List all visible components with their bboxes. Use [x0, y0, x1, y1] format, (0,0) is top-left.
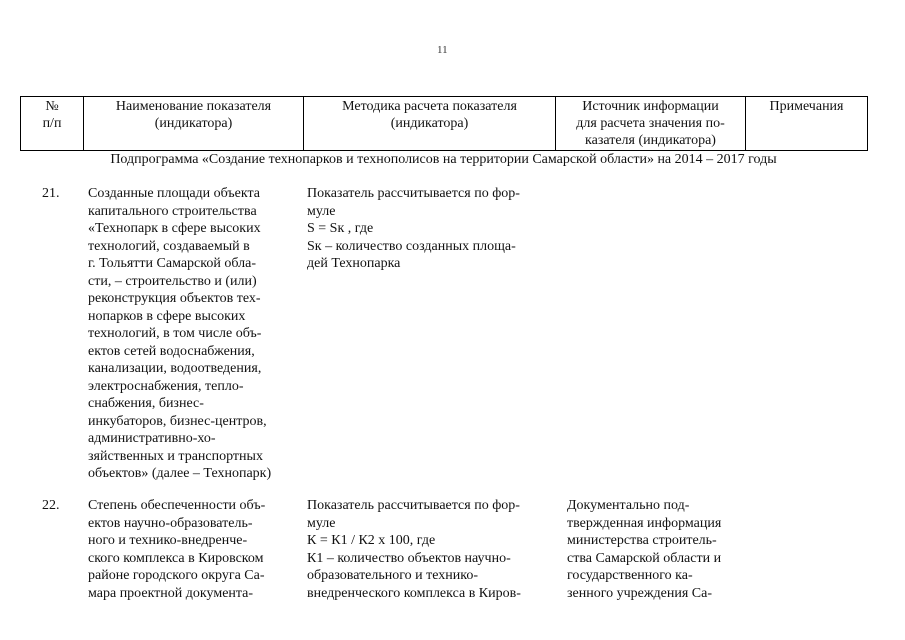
header-cell-number	[21, 97, 84, 151]
text-line: сти, – строительство и (или)	[88, 273, 257, 289]
header-row	[21, 97, 868, 151]
header-text: №	[45, 99, 59, 114]
row-number: 22.	[42, 498, 60, 513]
header-text: Методика расчета показателя	[342, 99, 517, 114]
text-line: объектов» (далее – Технопарк)	[88, 466, 272, 481]
indicator-name	[88, 497, 308, 602]
text-line: нопарков в сфере высоких	[88, 308, 246, 324]
text-line: ектов сетей водоснабжения,	[88, 343, 255, 359]
text-line: К = К1 / К2 х 100, где	[307, 533, 436, 548]
text-line: Показатель рассчитывается по фор-	[307, 498, 520, 513]
header-text: Наименование показателя	[115, 99, 272, 114]
text-line: капитального строительства	[88, 203, 257, 219]
header-text: Примечания	[769, 99, 844, 114]
text-line: муле	[307, 515, 336, 531]
header-cell-method	[304, 97, 556, 151]
text-line: зяйственных и транспортных	[88, 448, 263, 464]
row-number: 21.	[42, 186, 60, 201]
text-line: зенного учреждения Са-	[567, 585, 713, 601]
header-text: п/п	[42, 116, 62, 131]
calculation-method	[307, 497, 557, 602]
header-cell-notes	[746, 97, 868, 151]
text-line: S = Sк , где	[307, 221, 374, 236]
text-line: административно-хо-	[88, 431, 216, 446]
text-line: «Технопарк в сфере высоких	[88, 221, 261, 236]
header-text: Источник информации	[582, 99, 719, 114]
text-line: Степень обеспеченности объ-	[88, 498, 266, 513]
text-line: Sк – количество созданных площа-	[307, 238, 516, 254]
text-line: инкубаторов, бизнес-центров,	[88, 413, 267, 429]
text-line: Созданные площади объекта	[88, 186, 260, 201]
subprogram-title: Подпрограмма «Создание технопарков и технополисов на территории Самарской области» на 2014 – 2017 годы	[110, 152, 777, 167]
text-line: ектов научно-образователь-	[88, 515, 253, 531]
text-line: государственного ка-	[567, 568, 693, 583]
text-line: муле	[307, 203, 336, 219]
text-line: Документально под-	[567, 498, 690, 513]
header-text: для расчета значения по-	[576, 116, 725, 131]
text-line: твержденная информация	[567, 515, 722, 531]
indicator-name	[88, 185, 308, 483]
text-line: районе городского округа Са-	[88, 568, 265, 583]
header-text: (индикатора)	[390, 116, 469, 131]
text-line: мара проектной документа-	[88, 585, 254, 601]
text-line: г. Тольятти Самарской обла-	[88, 256, 256, 271]
text-line: внедренческого комплекса в Киров-	[307, 585, 521, 601]
header-text: (индикатора)	[154, 116, 233, 131]
text-line: технологий, в том числе объ-	[88, 326, 262, 341]
text-line: Показатель рассчитывается по фор-	[307, 186, 520, 201]
text-line: министерства строитель-	[567, 533, 717, 548]
header-cell-source	[556, 97, 746, 151]
page-number: 11	[437, 44, 448, 56]
text-line: ского комплекса в Кировском	[88, 550, 264, 566]
text-line: снабжения, бизнес-	[88, 396, 204, 411]
text-line: технологий, создаваемый в	[88, 238, 250, 254]
indicator-table-header	[20, 96, 868, 151]
header-text: казателя (индикатора)	[585, 133, 716, 148]
header-cell-name	[84, 97, 304, 151]
text-line: образовательного и технико-	[307, 568, 479, 583]
text-line: электроснабжения, тепло-	[88, 378, 244, 394]
text-line: дей Технопарка	[307, 256, 401, 271]
text-line: К1 – количество объектов научно-	[307, 550, 511, 566]
text-line: ного и технико-внедренче-	[88, 533, 248, 548]
calculation-method	[307, 185, 557, 273]
text-line: ства Самарской области и	[567, 550, 722, 566]
text-line: канализации, водоотведения,	[88, 361, 262, 376]
information-source	[567, 497, 752, 602]
text-line: реконструкция объектов тех-	[88, 291, 261, 306]
